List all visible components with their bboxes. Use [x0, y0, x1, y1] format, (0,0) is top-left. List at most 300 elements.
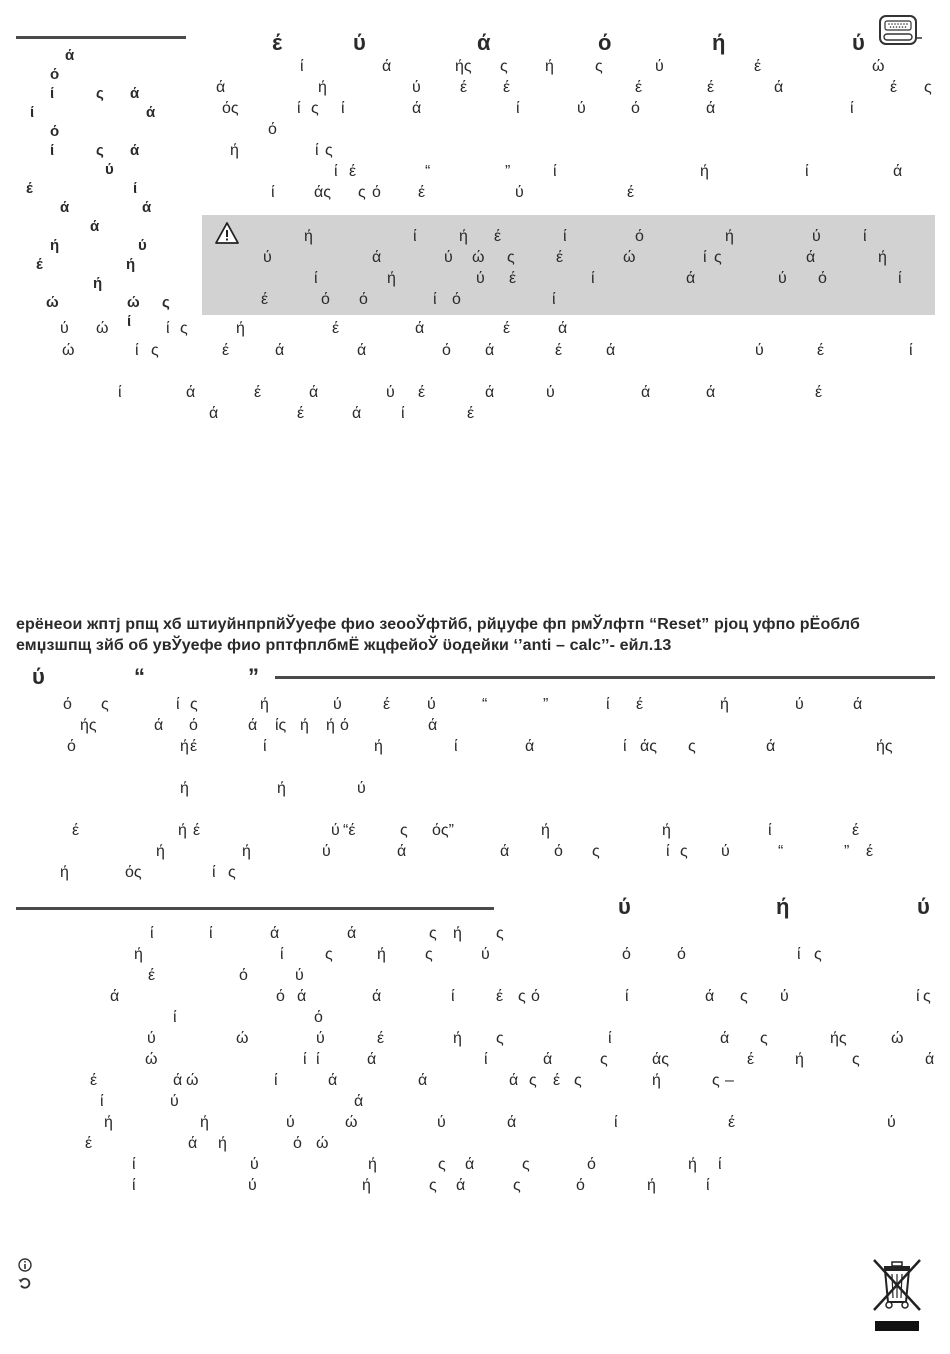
text-fragment: έ: [418, 384, 426, 401]
text-fragment: έ: [349, 163, 357, 180]
text-fragment: ό: [635, 228, 644, 245]
text-fragment: ς: [688, 738, 696, 755]
text-line: [0, 696, 950, 717]
text-fragment: ή: [700, 163, 709, 180]
text-line: [0, 946, 950, 967]
text-fragment: ό: [321, 291, 330, 308]
text-fragment: ή: [720, 696, 729, 713]
text-fragment: ς: [529, 1072, 537, 1089]
section-2-rule: [275, 676, 935, 679]
title-fragment: έ: [272, 30, 282, 55]
text-fragment: ς: [600, 1051, 608, 1068]
text-fragment: ά: [328, 1072, 338, 1089]
text-fragment: ά: [543, 1051, 553, 1068]
text-fragment: ί: [334, 163, 338, 180]
text-fragment: ς: [496, 925, 504, 942]
text-fragment: έ: [254, 384, 262, 401]
text-fragment: έ: [85, 1135, 93, 1152]
text-fragment: ί: [797, 946, 801, 963]
text-fragment: ή: [662, 822, 671, 839]
text-line: [0, 384, 950, 405]
text-fragment: ή: [459, 228, 468, 245]
text-line: [0, 1009, 950, 1030]
sidebar-fragment: ά: [90, 218, 100, 235]
text-fragment: έ: [815, 384, 823, 401]
text-fragment: ς: [518, 988, 526, 1005]
text-fragment: ί: [280, 946, 284, 963]
text-fragment: ί: [176, 696, 180, 713]
sidebar-line: [10, 274, 180, 293]
text-fragment: ί: [552, 291, 556, 308]
paragraph-3: [0, 384, 950, 428]
text-fragment: ί: [706, 1177, 710, 1194]
text-line: [202, 291, 935, 312]
text-fragment: άς: [314, 184, 331, 201]
text-fragment: ”: [543, 696, 549, 713]
text-fragment: “: [482, 696, 488, 713]
text-fragment: ύ: [481, 946, 490, 963]
sidebar-fragment: ί: [50, 142, 55, 159]
sidebar-fragment: ί: [127, 313, 132, 330]
text-fragment: έ: [866, 843, 874, 860]
text-fragment: ί: [909, 342, 913, 359]
text-fragment: ί: [271, 184, 275, 201]
text-line: [0, 142, 950, 163]
text-fragment: ά: [188, 1135, 198, 1152]
text-fragment: ς: [513, 1177, 521, 1194]
text-fragment: έ: [890, 79, 898, 96]
text-line: [0, 822, 950, 843]
text-fragment: ή: [218, 1135, 227, 1152]
text-fragment: έ: [496, 988, 504, 1005]
text-fragment: ς: [592, 843, 600, 860]
text-fragment: ό: [268, 121, 277, 138]
text-fragment: ς: [180, 320, 188, 337]
text-fragment: ί: [132, 1177, 136, 1194]
crossed-out-wheelie-bin-icon: [868, 1258, 926, 1334]
text-fragment: έ: [494, 228, 502, 245]
text-fragment: ώ: [186, 1072, 199, 1089]
text-fragment: ά: [806, 249, 816, 266]
text-fragment: ή: [318, 79, 327, 96]
text-fragment: ς: [924, 79, 932, 96]
title-fragment: ά: [477, 30, 491, 55]
text-fragment: ή: [260, 696, 269, 713]
text-fragment: ύ: [147, 1030, 156, 1047]
text-fragment: ύ: [795, 696, 804, 713]
text-fragment: ί: [300, 58, 304, 75]
text-fragment: ύ: [248, 1177, 257, 1194]
text-line: [0, 843, 950, 864]
text-fragment: ά: [500, 843, 510, 860]
text-fragment: ς: [400, 822, 408, 839]
text-fragment: ή: [277, 780, 286, 797]
sidebar-fragment: ς: [96, 85, 104, 102]
text-fragment: ή: [688, 1156, 697, 1173]
sidebar-fragment: ί: [30, 104, 35, 121]
text-fragment: ό: [531, 988, 540, 1005]
text-fragment: ά: [216, 79, 226, 96]
text-fragment: ώ: [623, 249, 636, 266]
text-line: [0, 925, 950, 946]
text-fragment: ς: [760, 1030, 768, 1047]
sidebar-fragment: ή: [93, 275, 103, 292]
text-fragment: ύ: [263, 249, 272, 266]
text-fragment: ή: [326, 717, 335, 734]
text-fragment: ς: [500, 58, 508, 75]
text-fragment: ή: [545, 58, 554, 75]
info-icon: [18, 1258, 32, 1272]
text-fragment: έ: [222, 342, 230, 359]
text-fragment: ή: [725, 228, 734, 245]
text-line: [0, 864, 950, 885]
text-fragment: ί: [100, 1093, 104, 1110]
text-fragment: ό: [340, 717, 349, 734]
text-line: [0, 717, 950, 738]
text-fragment: ύ: [577, 100, 586, 117]
sidebar-fragment: ά: [60, 199, 70, 216]
sidebar-fragment: έ: [26, 180, 33, 197]
text-line: [0, 780, 950, 801]
text-fragment: ά: [456, 1177, 466, 1194]
text-fragment: ή: [178, 822, 187, 839]
title-fragment: ύ: [353, 30, 366, 55]
text-fragment: ή: [362, 1177, 371, 1194]
heading-fragment: ή: [776, 894, 790, 919]
text-fragment: ς: [923, 988, 931, 1005]
text-fragment: ί: [297, 100, 301, 117]
text-fragment: ς: [151, 342, 159, 359]
text-fragment: ή: [377, 946, 386, 963]
text-fragment: ύ: [250, 1156, 259, 1173]
recycle-arrow-icon: [18, 1276, 32, 1290]
text-fragment: έ: [90, 1072, 98, 1089]
text-fragment: ς: [714, 249, 722, 266]
text-fragment: έ: [503, 79, 511, 96]
text-fragment: ά: [418, 1072, 428, 1089]
text-fragment: έ: [297, 405, 305, 422]
sidebar-fragment: έ: [36, 256, 43, 273]
text-fragment: ί: [516, 100, 520, 117]
text-fragment: έ: [148, 967, 156, 984]
text-fragment: ό: [314, 1009, 323, 1026]
sidebar-fragment: ά: [142, 199, 152, 216]
sidebar-fragment: ά: [130, 142, 140, 159]
text-fragment: ί: [209, 925, 213, 942]
text-fragment: ή: [453, 925, 462, 942]
text-line: [0, 405, 950, 426]
text-fragment: ύ: [412, 79, 421, 96]
text-fragment: ί: [314, 270, 318, 287]
text-line: [0, 100, 950, 121]
text-fragment: ά: [774, 79, 784, 96]
text-fragment: ί: [173, 1009, 177, 1026]
text-fragment: ά: [367, 1051, 377, 1068]
text-fragment: ς: [740, 988, 748, 1005]
text-fragment: ί: [401, 405, 405, 422]
bold-instruction-line-1: ерёнеои жптј рпщ хб штиуйнпрпйЎуефе фио зеооЎфтйб, рйџуфе фп рмЎлфтп “Reset” рјоц уфпо рЁоблб: [16, 616, 860, 633]
text-fragment: ς: [358, 184, 366, 201]
text-fragment: ί: [451, 988, 455, 1005]
text-fragment: ύ: [887, 1114, 896, 1131]
text-fragment: ά: [428, 717, 438, 734]
bold-instruction-line-2: емџзшпщ зйб об увЎуефе фио рптфплбмЁ жцфейоЎ ϋодейки ‘’anti – calc’’- ейл.13: [16, 637, 672, 654]
text-fragment: ής: [876, 738, 893, 755]
text-fragment: ά: [893, 163, 903, 180]
text-line: [0, 79, 950, 100]
text-fragment: ά: [297, 988, 307, 1005]
text-fragment: ύ: [357, 780, 366, 797]
text-fragment: ά: [173, 1072, 183, 1089]
text-fragment: ”: [505, 163, 511, 180]
text-fragment: ί: [263, 738, 267, 755]
text-fragment: ή: [180, 780, 189, 797]
text-line: [0, 58, 950, 79]
text-line: [0, 1093, 950, 1114]
text-fragment: ή: [200, 1114, 209, 1131]
text-fragment: ί: [916, 988, 920, 1005]
text-fragment: ς: [228, 864, 236, 881]
text-fragment: έ: [190, 738, 198, 755]
sidebar-line: [10, 236, 180, 255]
text-line: [0, 1030, 950, 1051]
text-fragment: ό: [239, 967, 248, 984]
text-fragment: έ: [754, 58, 762, 75]
text-line: [0, 1156, 950, 1177]
text-fragment: ή: [104, 1114, 113, 1131]
text-fragment: ί: [413, 228, 417, 245]
text-fragment: ύ: [780, 988, 789, 1005]
text-fragment: ύ: [295, 967, 304, 984]
text-line: [0, 1051, 950, 1072]
text-line: [0, 342, 950, 363]
text-fragment: ή: [652, 1072, 661, 1089]
text-fragment: ά: [686, 270, 696, 287]
title-fragment: ύ: [852, 30, 865, 55]
text-fragment: ί: [303, 1051, 307, 1068]
text-line: [0, 184, 950, 205]
sidebar-fragment: ς: [96, 142, 104, 159]
text-fragment: ί: [454, 738, 458, 755]
intro-paragraph: [0, 58, 950, 208]
text-fragment: έ: [817, 342, 825, 359]
text-fragment: ί: [132, 1156, 136, 1173]
sidebar-fragment: ά: [130, 85, 140, 102]
text-fragment: έ: [627, 184, 635, 201]
text-fragment: ής: [80, 717, 97, 734]
sidebar-fragment: ί: [50, 85, 55, 102]
text-fragment: ό: [631, 100, 640, 117]
text-fragment: ά: [352, 405, 362, 422]
text-fragment: ό: [576, 1177, 585, 1194]
text-fragment: ά: [705, 988, 715, 1005]
text-fragment: ά: [706, 384, 716, 401]
text-fragment: ύ: [655, 58, 664, 75]
text-fragment: έ: [707, 79, 715, 96]
text-fragment: έ: [72, 822, 80, 839]
text-fragment: ά: [509, 1072, 519, 1089]
sidebar-fragment: ή: [50, 237, 60, 254]
sidebar-fragment: ί: [133, 180, 138, 197]
sidebar-fragment: ά: [65, 47, 75, 64]
text-fragment: ς: [429, 1177, 437, 1194]
sidebar-fragment: ή: [126, 256, 136, 273]
text-fragment: έ: [418, 184, 426, 201]
text-fragment: ς: [852, 1051, 860, 1068]
text-fragment: ό: [189, 717, 198, 734]
title-fragment: ό: [598, 30, 612, 55]
text-line: [0, 1114, 950, 1135]
text-fragment: ό: [677, 946, 686, 963]
text-fragment: ά: [766, 738, 776, 755]
sidebar-fragment: ύ: [105, 161, 114, 178]
text-fragment: ό: [359, 291, 368, 308]
text-fragment: ύ: [721, 843, 730, 860]
text-fragment: ά: [925, 1051, 935, 1068]
heading-fragment: ύ: [917, 894, 930, 919]
text-fragment: –: [725, 1072, 734, 1089]
text-fragment: ά: [354, 1093, 364, 1110]
text-fragment: ύ: [437, 1114, 446, 1131]
sidebar-fragment: ό: [50, 66, 60, 83]
text-fragment: ί: [316, 1051, 320, 1068]
text-fragment: ί: [274, 1072, 278, 1089]
text-fragment: ά: [357, 342, 367, 359]
text-fragment: ί: [553, 163, 557, 180]
text-fragment: ύ: [322, 843, 331, 860]
text-line: [202, 270, 935, 291]
text-fragment: έ: [467, 405, 475, 422]
text-fragment: ή: [453, 1030, 462, 1047]
text-fragment: ά: [465, 1156, 475, 1173]
text-fragment: ί: [623, 738, 627, 755]
text-fragment: ς: [101, 696, 109, 713]
text-fragment: ς: [438, 1156, 446, 1173]
text-fragment: ς: [190, 696, 198, 713]
text-fragment: ύ: [812, 228, 821, 245]
text-fragment: ή: [60, 864, 69, 881]
text-fragment: ά: [397, 843, 407, 860]
text-fragment: “έ: [343, 822, 356, 839]
text-fragment: έ: [553, 1072, 561, 1089]
text-fragment: ά: [372, 249, 382, 266]
text-line: [202, 249, 935, 270]
text-fragment: ς: [496, 1030, 504, 1047]
text-fragment: ά: [485, 342, 495, 359]
text-fragment: ής: [830, 1030, 847, 1047]
text-fragment: ώ: [316, 1135, 329, 1152]
text-fragment: ”: [844, 843, 850, 860]
text-fragment: ύ: [316, 1030, 325, 1047]
text-fragment: ύ: [755, 342, 764, 359]
text-fragment: ό: [67, 738, 76, 755]
text-fragment: ί: [341, 100, 345, 117]
heading-fragment: ”: [248, 664, 259, 689]
section-3-body: [0, 925, 950, 1200]
sidebar-fragment: ώ: [46, 294, 59, 311]
heading-fragment: ύ: [618, 894, 631, 919]
text-fragment: ίς: [275, 717, 287, 734]
text-fragment: ή: [541, 822, 550, 839]
sidebar-line: [10, 217, 180, 236]
text-fragment: ώ: [96, 320, 109, 337]
text-line: [0, 967, 950, 988]
text-fragment: ά: [606, 342, 616, 359]
text-fragment: έ: [261, 291, 269, 308]
text-fragment: έ: [852, 822, 860, 839]
text-fragment: ός: [125, 864, 142, 881]
text-line: [202, 228, 935, 249]
text-fragment: ώ: [891, 1030, 904, 1047]
text-fragment: έ: [509, 270, 517, 287]
text-fragment: ή: [374, 738, 383, 755]
title-fragment: ή: [712, 30, 726, 55]
text-fragment: ύ: [60, 320, 69, 337]
text-fragment: ά: [706, 100, 716, 117]
sidebar-line: [10, 255, 180, 274]
text-fragment: ά: [270, 925, 280, 942]
sidebar-fragment: ύ: [138, 237, 147, 254]
text-fragment: ί: [484, 1051, 488, 1068]
text-fragment: ή: [300, 717, 309, 734]
text-fragment: ς: [595, 58, 603, 75]
text-fragment: ά: [275, 342, 285, 359]
text-fragment: ύ: [331, 822, 340, 839]
text-fragment: ά: [720, 1030, 730, 1047]
sidebar-fragment: ό: [50, 123, 60, 140]
text-fragment: ώ: [345, 1114, 358, 1131]
text-fragment: ά: [309, 384, 319, 401]
text-fragment: ή: [230, 142, 239, 159]
sidebar-line: [10, 293, 180, 312]
text-fragment: ό: [293, 1135, 302, 1152]
heading-fragment: “: [134, 664, 145, 689]
text-fragment: ί: [850, 100, 854, 117]
text-fragment: ς: [325, 142, 333, 159]
text-fragment: ύ: [386, 384, 395, 401]
text-fragment: ί: [606, 696, 610, 713]
text-fragment: ό: [622, 946, 631, 963]
text-fragment: ό: [818, 270, 827, 287]
sidebar-fragment: ά: [146, 104, 156, 121]
sidebar-fragment: ώ: [127, 294, 140, 311]
text-fragment: ά: [485, 384, 495, 401]
sidebar-fragment: ς: [162, 294, 170, 311]
text-line: [0, 163, 950, 184]
text-fragment: έ: [460, 79, 468, 96]
text-fragment: ς: [311, 100, 319, 117]
text-fragment: ς: [325, 946, 333, 963]
text-fragment: ς: [814, 946, 822, 963]
text-fragment: έ: [555, 342, 563, 359]
text-fragment: ό: [452, 291, 461, 308]
text-fragment: ί: [614, 1114, 618, 1131]
text-fragment: ί: [591, 270, 595, 287]
text-fragment: ί: [666, 843, 670, 860]
text-fragment: ό: [372, 184, 381, 201]
warning-box: [202, 215, 935, 315]
heading-fragment: ύ: [32, 664, 45, 689]
text-fragment: ά: [507, 1114, 517, 1131]
text-fragment: ή: [236, 320, 245, 337]
text-fragment: ύ: [170, 1093, 179, 1110]
text-fragment: ί: [212, 864, 216, 881]
text-line: [0, 738, 950, 759]
text-fragment: ά: [110, 988, 120, 1005]
text-fragment: ά: [641, 384, 651, 401]
text-fragment: ί: [150, 925, 154, 942]
text-fragment: ώ: [472, 249, 485, 266]
